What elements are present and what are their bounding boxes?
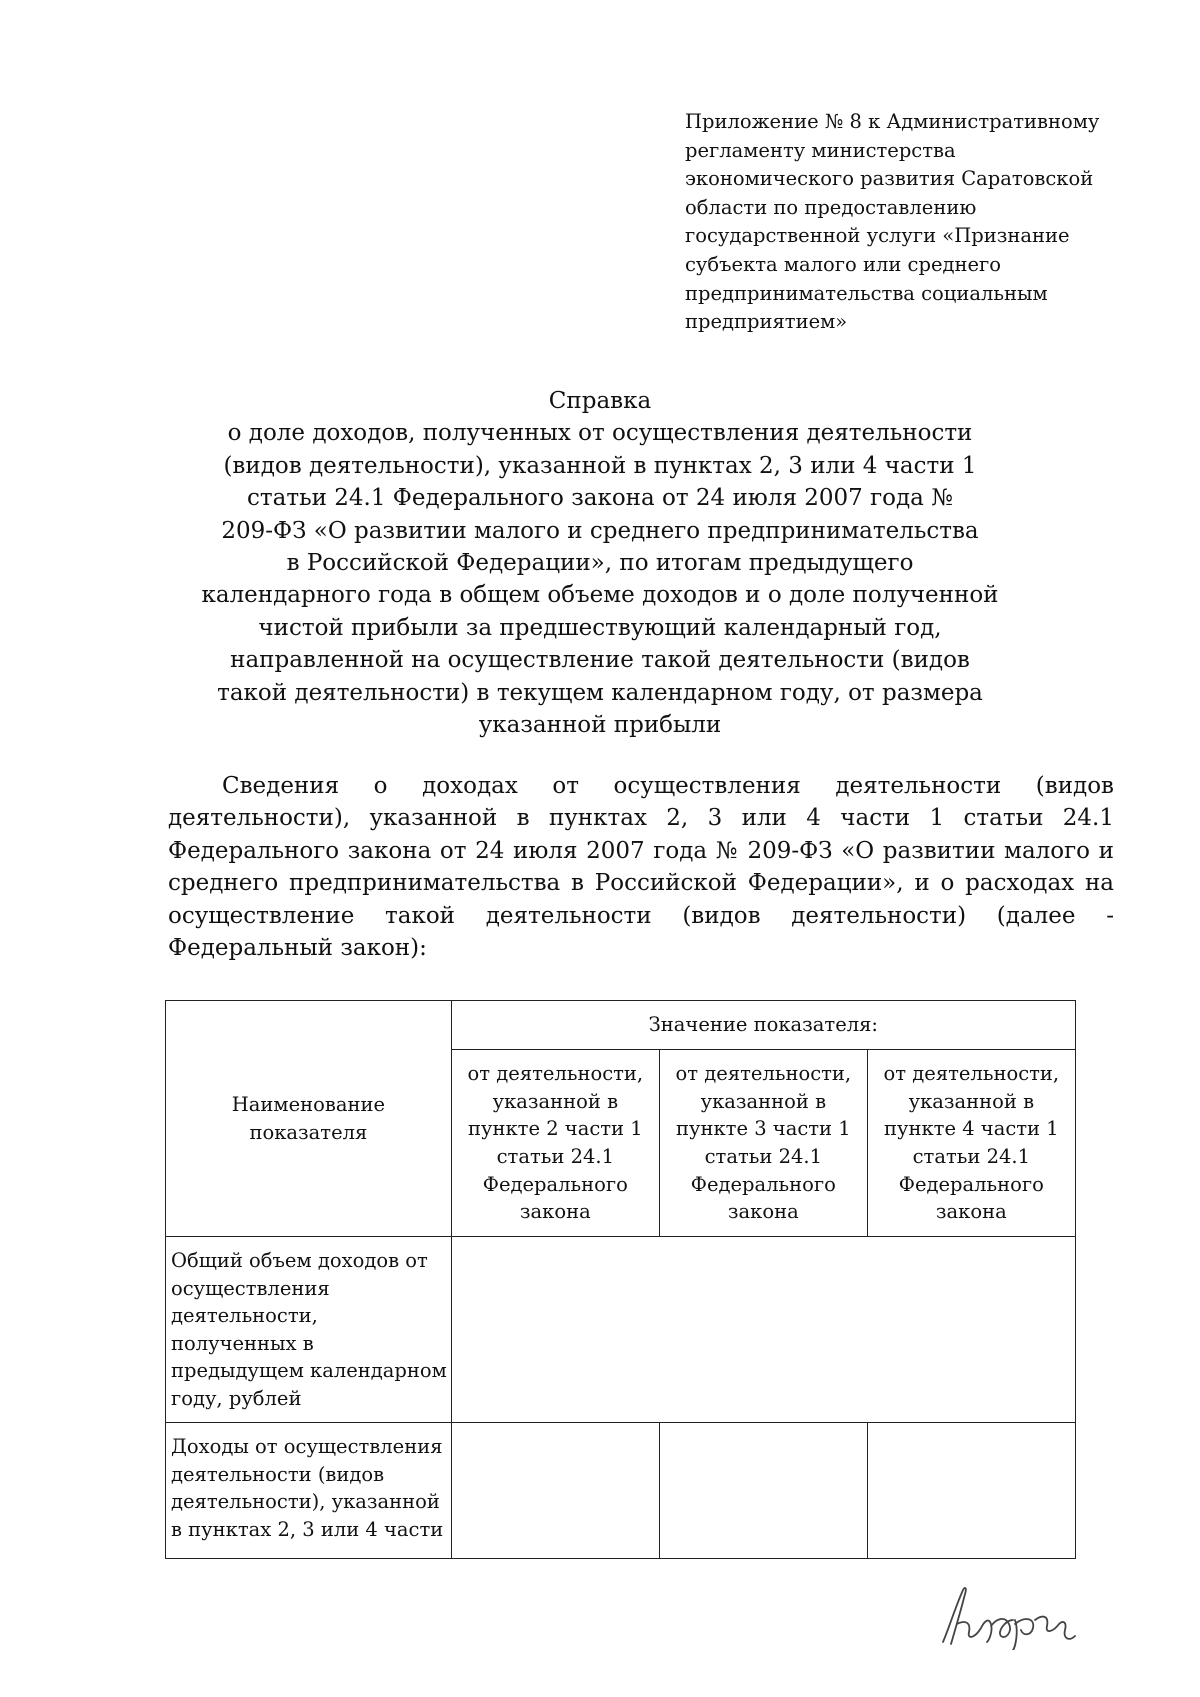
header-column-line: от деятельности,: [883, 1062, 1060, 1086]
header-column-line: указанной в: [492, 1089, 619, 1113]
table-row: [166, 1237, 1076, 1423]
title-line: такой деятельности) в текущем календарном году, от размера: [217, 679, 983, 706]
row-label-line: полученных в: [171, 1331, 314, 1355]
header-column-line: пункте 3 части 1: [676, 1117, 851, 1141]
row-label-line: Доходы от осуществления: [171, 1435, 443, 1458]
paragraph-line: Федерального закона от 24 июля 2007 года № 209-ФЗ «О развитии малого и: [168, 837, 1114, 864]
header-column-line: закона: [727, 1200, 799, 1224]
header-column-line: статьи 24.1: [912, 1145, 1030, 1168]
info-paragraph: [168, 770, 1114, 964]
header-column-line: закона: [935, 1200, 1007, 1224]
row-label-line: году, рублей: [171, 1386, 302, 1410]
appendix-note: [685, 108, 1125, 337]
activity-income-cell-item-2: [451, 1423, 659, 1559]
title-line: указанной прибыли: [478, 712, 722, 739]
row-label-line: деятельности (видов: [171, 1462, 385, 1486]
row-label-line: в пунктах 2, 3 или 4 части: [171, 1517, 444, 1541]
header-column-line: закона: [519, 1200, 591, 1224]
appendix-line: регламенту министерства: [685, 138, 956, 162]
header-column-item-3: [659, 1050, 867, 1237]
paragraph-line: деятельности), указанной в пунктах 2, 3 или 4 части 1 статьи 24.1: [168, 805, 1114, 832]
row-label-total-income: [166, 1237, 452, 1423]
handwritten-signature: [935, 1580, 1085, 1650]
row-label-line: осуществления: [171, 1276, 330, 1300]
document-title: [150, 385, 1050, 741]
header-column-line: пункте 2 части 1: [468, 1117, 643, 1141]
title-line: направленной на осуществление такой деятельности (видов: [230, 647, 970, 674]
appendix-line: предпринимательства социальным: [685, 281, 1048, 305]
header-column-item-4: [867, 1050, 1075, 1237]
title-line: календарного года в общем объеме доходов и о доле полученной: [201, 582, 999, 609]
title-line: 209-ФЗ «О развитии малого и среднего предпринимательства: [221, 517, 979, 544]
title-line: статьи 24.1 Федерального закона от 24 июля 2007 года №: [247, 485, 953, 512]
row-label-activity-income: [166, 1423, 452, 1559]
indicators-table: [165, 1000, 1076, 1559]
row-label-line: предыдущем календарном: [171, 1359, 447, 1383]
appendix-line: области по предоставлению: [685, 195, 977, 219]
header-column-line: Федерального: [898, 1172, 1044, 1196]
title-line: (видов деятельности), указанной в пунктах 2, 3 или 4 части 1: [223, 452, 977, 479]
appendix-line: государственной услуги «Признание: [685, 224, 1070, 248]
header-column-line: статьи 24.1: [496, 1145, 614, 1168]
row-label-line: деятельности), указанной: [171, 1490, 440, 1514]
title-line: чистой прибыли за предшествующий календарный год,: [258, 614, 942, 641]
table-row: [166, 1423, 1076, 1559]
activity-income-cell-item-3: [659, 1423, 867, 1559]
header-column-line: указанной в: [700, 1089, 827, 1113]
title-line: о доле доходов, полученных от осуществления деятельности: [227, 420, 973, 447]
appendix-line: экономического развития Саратовской: [685, 167, 1094, 191]
title-heading: Справка: [548, 388, 652, 414]
total-income-value-cell: [451, 1237, 1075, 1423]
header-indicator-name: Наименование показателя: [166, 1001, 452, 1237]
header-column-line: пункте 4 части 1: [884, 1117, 1059, 1141]
paragraph-line: Федеральный закон):: [168, 935, 427, 962]
header-column-item-2: [451, 1050, 659, 1237]
row-label-line: деятельности,: [171, 1304, 318, 1328]
header-column-line: от деятельности,: [467, 1062, 644, 1086]
paragraph-line: осуществление такой деятельности (видов деятельности) (далее -: [168, 902, 1114, 929]
header-column-line: указанной в: [908, 1089, 1035, 1113]
header-column-line: от деятельности,: [675, 1062, 852, 1086]
activity-income-cell-item-4: [867, 1423, 1075, 1559]
header-column-line: Федерального: [482, 1172, 628, 1196]
paragraph-line: Сведения о доходах от осуществления деятельности (видов: [222, 773, 1114, 799]
appendix-line: Приложение № 8 к Административному: [685, 110, 1100, 133]
appendix-line: субъекта малого или среднего: [685, 252, 1001, 276]
row-label-line: Общий объем доходов от: [171, 1249, 428, 1272]
signature-icon: [935, 1580, 1085, 1650]
paragraph-line: среднего предпринимательства в Российской Федерации», и о расходах на: [168, 870, 1114, 897]
appendix-line: предприятием»: [685, 310, 848, 334]
header-column-line: статьи 24.1: [704, 1145, 822, 1168]
header-column-line: Федерального: [690, 1172, 836, 1196]
title-line: в Российской Федерации», по итогам предыдущего: [286, 550, 914, 577]
header-indicator-value: Значение показателя:: [451, 1001, 1075, 1050]
